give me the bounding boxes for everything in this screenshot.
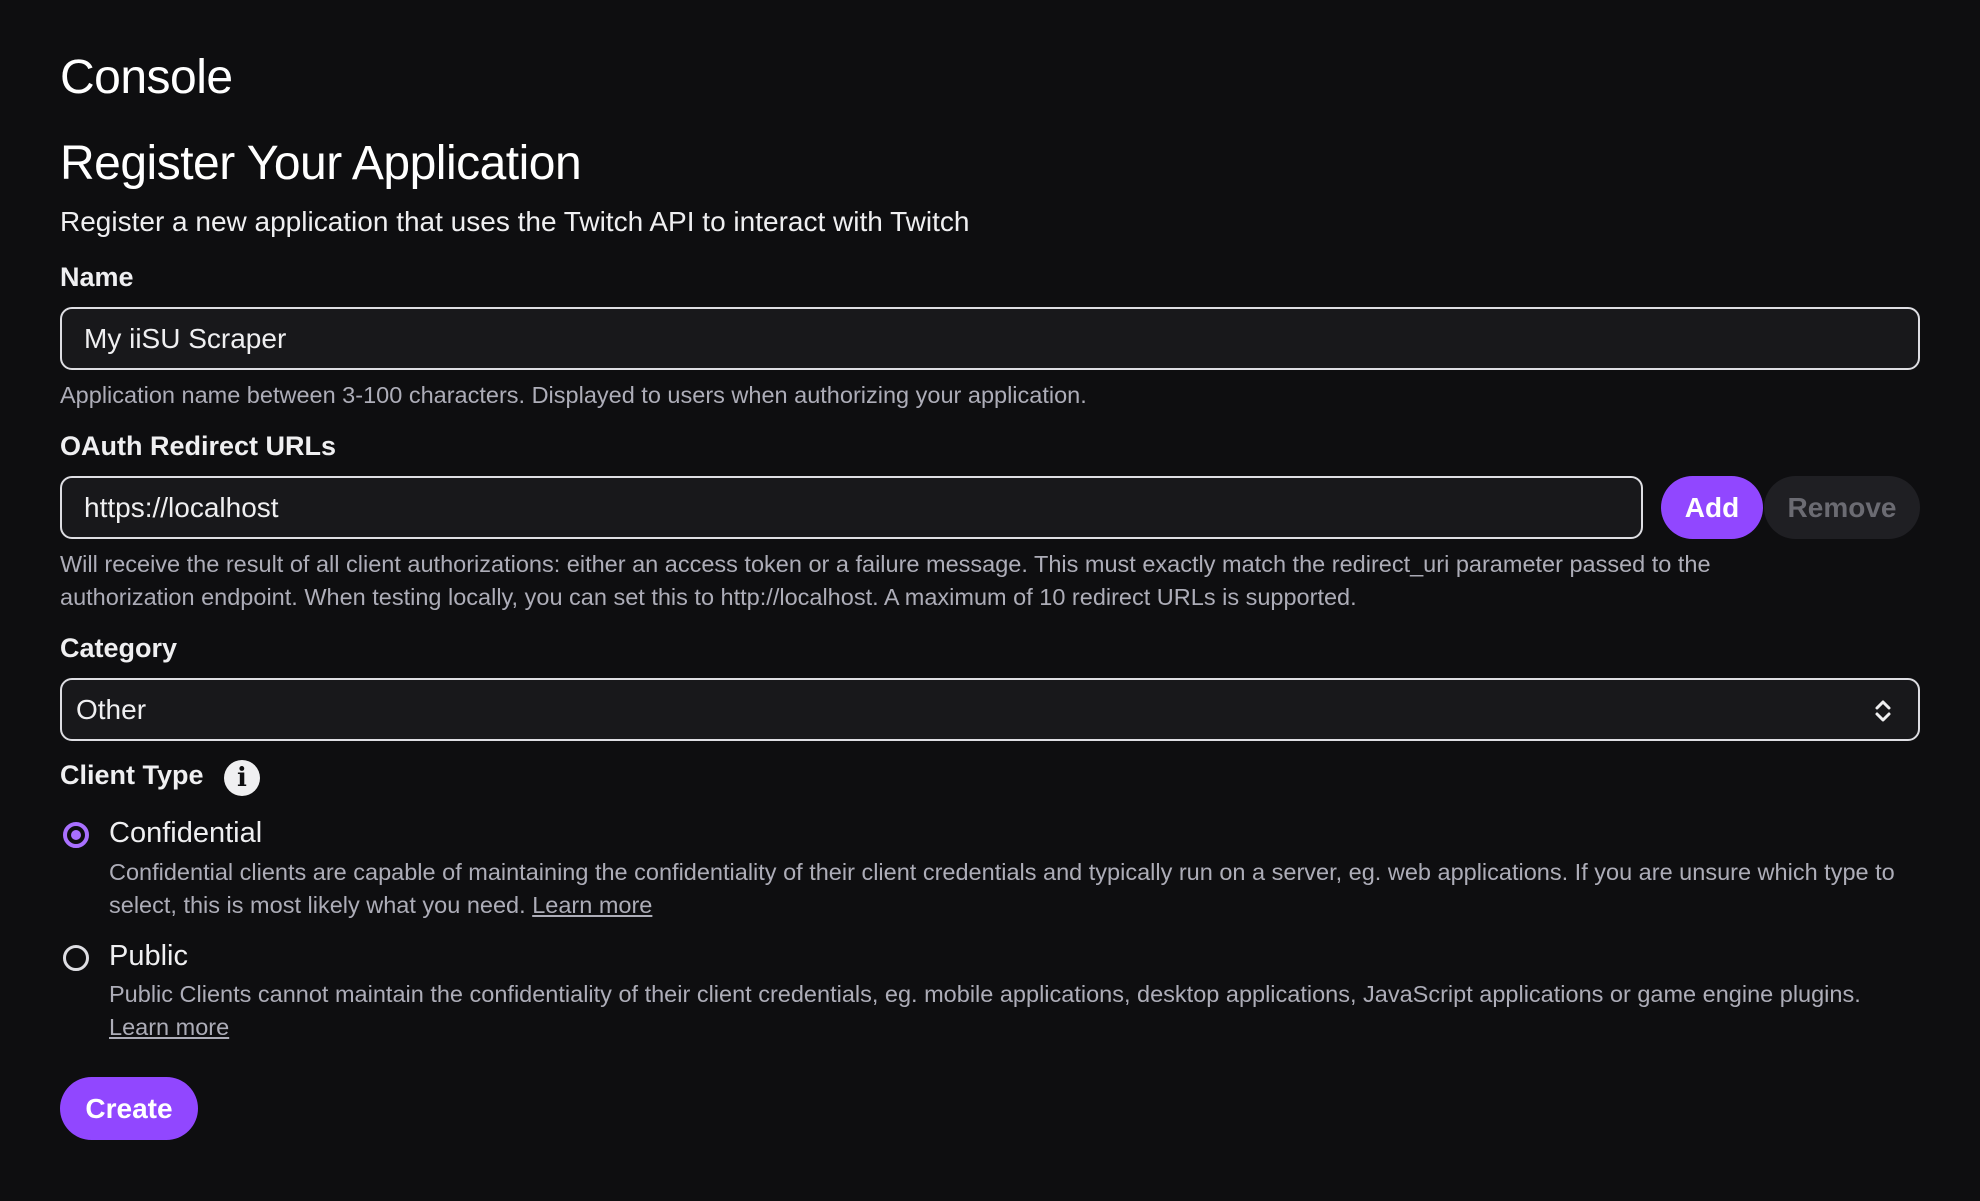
name-help-text: Application name between 3-100 characters. Displayed to users when authorizing your application. xyxy=(60,382,1087,408)
client-type-label: Client Type xyxy=(60,760,204,790)
info-icon[interactable]: i xyxy=(224,760,260,796)
page-title: Register Your Application xyxy=(60,137,582,190)
option-public-label[interactable]: Public xyxy=(109,940,188,972)
app-title: Console xyxy=(60,51,233,104)
category-label: Category xyxy=(60,633,178,663)
redirect-url-label: OAuth Redirect URLs xyxy=(60,431,337,461)
redirect-url-input[interactable]: https://localhost xyxy=(60,476,1643,539)
radio-confidential[interactable] xyxy=(63,822,89,848)
redirect-help-line: Will receive the result of all client authorizations: either an access token or a failure message. This must exactly match the redirect_uri parameter passed to the xyxy=(60,551,1711,577)
radio-public[interactable] xyxy=(63,945,89,971)
category-select[interactable] xyxy=(60,678,1920,741)
option-public-description xyxy=(109,978,1909,1044)
name-label: Name xyxy=(60,262,134,292)
add-url-button[interactable]: Add xyxy=(1661,476,1763,539)
description-text: Public Clients cannot maintain the confidentiality of their client credentials, eg. mobile applications, desktop applications, JavaScript applications or game engine plugins. xyxy=(109,981,1861,1007)
redirect-help-line: authorization endpoint. When testing locally, you can set this to http://localhost. A maximum of 10 redirect URLs is supported. xyxy=(60,584,1357,610)
name-input[interactable]: My iiSU Scraper xyxy=(60,307,1920,370)
description-text: Confidential clients are capable of maintaining the confidentiality of their client credentials and typically run on a server, eg. web applications. If you are unsure which type to select, this is most likely what you need. xyxy=(109,859,1895,918)
option-confidential-label[interactable]: Confidential xyxy=(109,817,263,849)
learn-more-link[interactable]: Learn more xyxy=(532,892,653,918)
learn-more-link[interactable]: Learn more xyxy=(109,1014,230,1040)
create-button[interactable]: Create xyxy=(60,1077,198,1140)
chevron-up-down-icon xyxy=(1874,699,1892,723)
option-confidential-description xyxy=(109,856,1929,922)
page-subtitle: Register a new application that uses the Twitch API to interact with Twitch xyxy=(60,206,970,237)
remove-url-button[interactable]: Remove xyxy=(1764,476,1920,539)
redirect-help-text xyxy=(60,548,1711,614)
category-selected-value: Other xyxy=(76,694,147,725)
